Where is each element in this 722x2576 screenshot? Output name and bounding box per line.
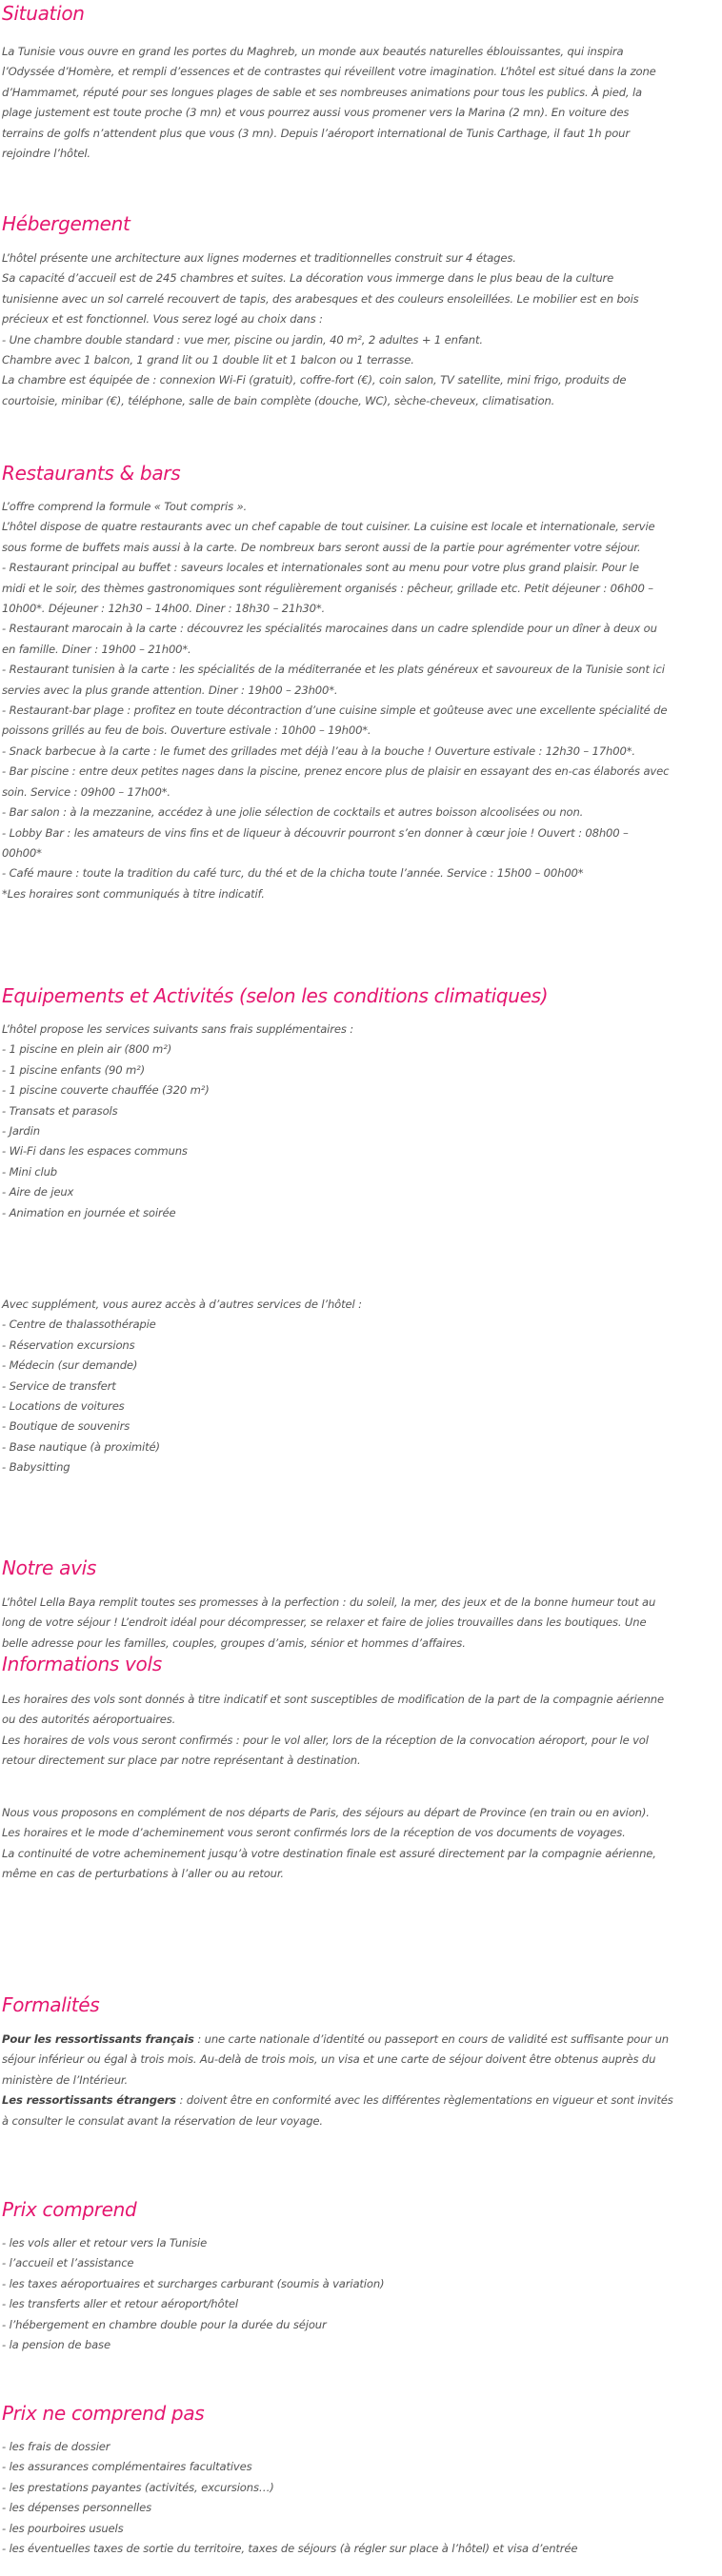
text-fragment: : doivent être en conformité avec les différentes règlementations en vigueur et sont invités xyxy=(175,2093,673,2108)
list-item: - les assurances complémentaires facultatives xyxy=(2,2460,252,2474)
text-line: - Restaurant marocain à la carte : découvrez les spécialités marocaines dans un cadre splendide pour un dîner à deux ou xyxy=(2,622,657,636)
text-line: 10h00*. Déjeuner : 12h30 – 14h00. Diner : 18h30 – 21h30*. xyxy=(2,602,326,616)
foreign-nationals-label: Les ressortissants étrangers xyxy=(2,2093,176,2108)
text-line: - Snack barbecue à la carte : le fumet des grillades met déjà l’eau à la bouche ! Ouverture estivale : 12h30 – 17h00*. xyxy=(2,743,635,758)
text-line: Les horaires de vols vous seront confirmés : pour le vol aller, lors de la réception de la convocation aéroport, pour le vol xyxy=(2,1733,649,1747)
section-situation xyxy=(2,1,85,26)
list-item: - Aire de jeux xyxy=(2,1185,74,1199)
text-line: La continuité de votre acheminement jusqu’à votre destination finale est assuré directement par la compagnie aérienne, xyxy=(2,1846,656,1860)
situation-text xyxy=(2,42,656,164)
heading-formalites: Formalités xyxy=(2,1993,100,2016)
text-line: Avec supplément, vous aurez accès à d’autres services de l’hôtel : xyxy=(2,1298,362,1311)
text-line: même en cas de perturbations à l’aller ou au retour. xyxy=(2,1867,284,1881)
text-line: en famille. Diner : 19h00 – 21h00*. xyxy=(2,642,191,656)
list-item: - Wi-Fi dans les espaces communs xyxy=(2,1144,188,1159)
list-item: - les transferts aller et retour aéroport/hôtel xyxy=(2,2297,238,2311)
text-line xyxy=(2,2091,673,2110)
text-line: - Restaurant tunisien à la carte : les spécialités de la méditerranée et les plats généreux et savoureux de la Tunisie sont ici xyxy=(2,663,665,677)
text-line: 00h00* xyxy=(2,845,42,860)
list-item: - Mini club xyxy=(2,1164,58,1179)
list-item: - Babysitting xyxy=(2,1460,70,1475)
text-line: Sa capacité d’accueil est de 245 chambres et suites. La décoration vous immerge dans le plus beau de la culture xyxy=(2,271,614,286)
text-line: belle adresse pour les familles, couples, groupes d’amis, sénior et hommes d’affaires. xyxy=(2,1635,466,1650)
text-line: Les horaires des vols sont donnés à titre indicatif et sont susceptibles de modification de la part de la compagnie aérienne xyxy=(2,1693,664,1706)
equipements-text xyxy=(2,1020,353,1223)
vols-text-2 xyxy=(2,1803,656,1885)
heading-prix-comprend: Prix comprend xyxy=(2,2198,137,2221)
text-line xyxy=(2,2030,673,2050)
text-line: La Tunisie vous ouvre en grand les portes du Maghreb, un monde aux beautés naturelles éblouissantes, qui inspira xyxy=(2,45,624,58)
text-line: précieux et est fonctionnel. Vous serez logé au choix dans : xyxy=(2,312,323,327)
text-line: d’Hammamet, réputé pour ses longues plages de sable et ses nombreuses animations pour tous les publics. À pied, la xyxy=(2,85,643,99)
text-fragment: : une carte nationale d’identité ou passeport en cours de validité est suffisante pour un xyxy=(193,2032,669,2046)
text-line: Les horaires et le mode d’acheminement vous seront confirmés lors de la réception de vos documents de voyages. xyxy=(2,1826,626,1840)
text-line: La chambre est équipée de : connexion Wi-Fi (gratuit), coffre-fort (€), coin salon, TV satellite, mini frigo, produits de xyxy=(2,373,627,387)
list-item: - 1 piscine en plein air (800 m²) xyxy=(2,1042,172,1057)
text-line: - Une chambre double standard : vue mer, piscine ou jardin, 40 m², 2 adultes + 1 enfant. xyxy=(2,332,483,347)
list-item: - les éventuelles taxes de sortie du territoire, taxes de séjours (à régler sur place à l’hôtel) et visa d’entrée xyxy=(2,2542,578,2556)
text-line: plage justement est toute proche (3 mn) et vous pourrez aussi vous promener vers la Marina (2 mn). En voiture des xyxy=(2,106,630,120)
hebergement-text xyxy=(2,248,639,411)
list-item: - les vols aller et retour vers la Tunisie xyxy=(2,2236,208,2249)
equipements-supplement-text xyxy=(2,1295,362,1478)
text-line: L’hôtel dispose de quatre restaurants avec un chef capable de tout cuisiner. La cuisine est locale et internationale, servie xyxy=(2,520,655,534)
list-item: - l’hébergement en chambre double pour la durée du séjour xyxy=(2,2317,327,2331)
list-item: - les dépenses personnelles xyxy=(2,2501,151,2515)
avis-text xyxy=(2,1593,655,1654)
text-line: - Restaurant principal au buffet : saveurs locales et internationales sont au menu pour votre plus grand plaisir. Pour le xyxy=(2,561,639,575)
text-line: L’offre comprend la formule « Tout compris ». xyxy=(2,500,248,513)
text-line: L’hôtel présente une architecture aux lignes modernes et traditionnelles construit sur 4 étages. xyxy=(2,251,516,265)
list-item: - les prestations payantes (activités, excursions…) xyxy=(2,2480,274,2494)
heading-avis: Notre avis xyxy=(2,1556,96,1579)
list-item: - Animation en journée et soirée xyxy=(2,1205,176,1219)
text-line: sous forme de buffets mais aussi à la carte. De nombreux bars seront aussi de la partie pour agrémenter votre séjour. xyxy=(2,540,641,554)
text-line: - Bar piscine : entre deux petites nages dans la piscine, prenez encore plus de plaisir en essayant des en-cas élaborés avec xyxy=(2,764,670,779)
list-item: - 1 piscine couverte chauffée (320 m²) xyxy=(2,1083,210,1098)
vols-text xyxy=(2,1690,664,1772)
list-item: - les pourboires usuels xyxy=(2,2521,124,2535)
heading-hebergement: Hébergement xyxy=(2,212,130,235)
text-line: tunisienne avec un sol carrelé recouvert de tapis, des arabesques et des couleurs ensoleillées. Le mobilier est en bois xyxy=(2,291,639,306)
text-line: poissons grillés au feu de bois. Ouverture estivale : 10h00 – 19h00*. xyxy=(2,723,371,738)
list-item: - Service de transfert xyxy=(2,1378,116,1393)
text-line: long de votre séjour ! L’endroit idéal pour décompresser, se relaxer et faire de jolies trouvailles dans les boutiques. Une xyxy=(2,1615,647,1630)
list-item: - Boutique de souvenirs xyxy=(2,1419,130,1434)
list-item: - Transats et parasols xyxy=(2,1103,118,1118)
text-line: - Lobby Bar : les amateurs de vins fins et de liqueur à découvrir pourront s’en donner à cœur joie ! Ouvert : 08h00 – xyxy=(2,825,629,840)
formalites-text xyxy=(2,2030,673,2131)
list-item: - Locations de voitures xyxy=(2,1399,125,1414)
list-item: - Base nautique (à proximité) xyxy=(2,1439,160,1454)
french-nationals-label: Pour les ressortissants français xyxy=(2,2032,194,2046)
text-line: séjour inférieur ou égal à trois mois. Au-delà de trois mois, un visa et une carte de séjour doivent être obtenus auprès du xyxy=(2,2052,656,2067)
text-line: courtoisie, minibar (€), téléphone, salle de bain complète (douche, WC), sèche-cheveux, climatisation. xyxy=(2,393,555,407)
text-line: midi et le soir, des thèmes gastronomiques sont régulièrement organisés : pêcheur, grillade etc. Petit déjeuner : 06h00 – xyxy=(2,581,653,595)
list-item: - Médecin (sur demande) xyxy=(2,1358,138,1373)
list-item: - les taxes aéroportuaires et surcharges carburant (soumis à variation) xyxy=(2,2276,385,2290)
text-line: retour directement sur place par notre représentant à destination. xyxy=(2,1754,361,1768)
text-line: soin. Service : 09h00 – 17h00*. xyxy=(2,784,170,799)
prix-ne-comprend-pas-list xyxy=(2,2437,577,2559)
text-line: terrains de golfs n’attendent plus que vous (3 mn). Depuis l’aéroport international de Tunis Carthage, il faut 1h pour xyxy=(2,126,630,140)
text-line: - Café maure : toute la tradition du café turc, du thé et de la chicha toute l’année. Service : 15h00 – 00h00* xyxy=(2,866,584,881)
text-line: l’Odyssée d’Homère, et rempli d’essences et de contrastes qui réveillent votre imagination. L’hôtel est situé dans la zone xyxy=(2,65,656,79)
list-item: - l’accueil et l’assistance xyxy=(2,2256,134,2270)
heading-prix-ne-comprend-pas: Prix ne comprend pas xyxy=(2,2402,205,2425)
heading-restaurants: Restaurants & bars xyxy=(2,462,181,485)
prix-comprend-list xyxy=(2,2233,384,2355)
heading-equipements: Equipements et Activités (selon les conditions climatiques) xyxy=(2,984,549,1007)
text-line: - Restaurant-bar plage : profitez en toute décontraction d’une cuisine simple et goûteuse avec une excellente spécialité de xyxy=(2,703,668,718)
list-item: - Réservation excursions xyxy=(2,1338,135,1352)
text-line: L’hôtel propose les services suivants sans frais supplémentaires : xyxy=(2,1022,354,1036)
text-line: ou des autorités aéroportuaires. xyxy=(2,1713,176,1727)
text-line: Nous vous proposons en complément de nos départs de Paris, des séjours au départ de Province (en train ou en avion). xyxy=(2,1806,650,1819)
text-line: à consulter le consulat avant la réservation de leur voyage. xyxy=(2,2113,323,2128)
heading-situation: Situation xyxy=(2,2,85,25)
text-line: *Les horaires sont communiqués à titre indicatif. xyxy=(2,886,265,901)
list-item: - les frais de dossier xyxy=(2,2440,110,2453)
text-line: rejoindre l’hôtel. xyxy=(2,147,90,161)
text-line: ministère de l’Intérieur. xyxy=(2,2072,129,2087)
text-line: Chambre avec 1 balcon, 1 grand lit ou 1 double lit et 1 balcon ou 1 terrasse. xyxy=(2,353,414,367)
list-item: - Jardin xyxy=(2,1124,40,1139)
list-item: - Centre de thalassothérapie xyxy=(2,1318,156,1332)
text-line: servies avec la plus grande attention. Diner : 19h00 – 23h00*. xyxy=(2,683,338,697)
text-line: L’hôtel Lella Baya remplit toutes ses promesses à la perfection : du soleil, la mer, des jeux et de la bonne humeur tout au xyxy=(2,1595,656,1609)
heading-vols: Informations vols xyxy=(2,1653,162,1675)
text-line: - Bar salon : à la mezzanine, accédez à une jolie sélection de cocktails et autres boisson alcoolisées ou non. xyxy=(2,805,584,820)
restaurants-text xyxy=(2,497,669,904)
list-item: - 1 piscine enfants (90 m²) xyxy=(2,1062,145,1077)
list-item: - la pension de base xyxy=(2,2338,110,2352)
